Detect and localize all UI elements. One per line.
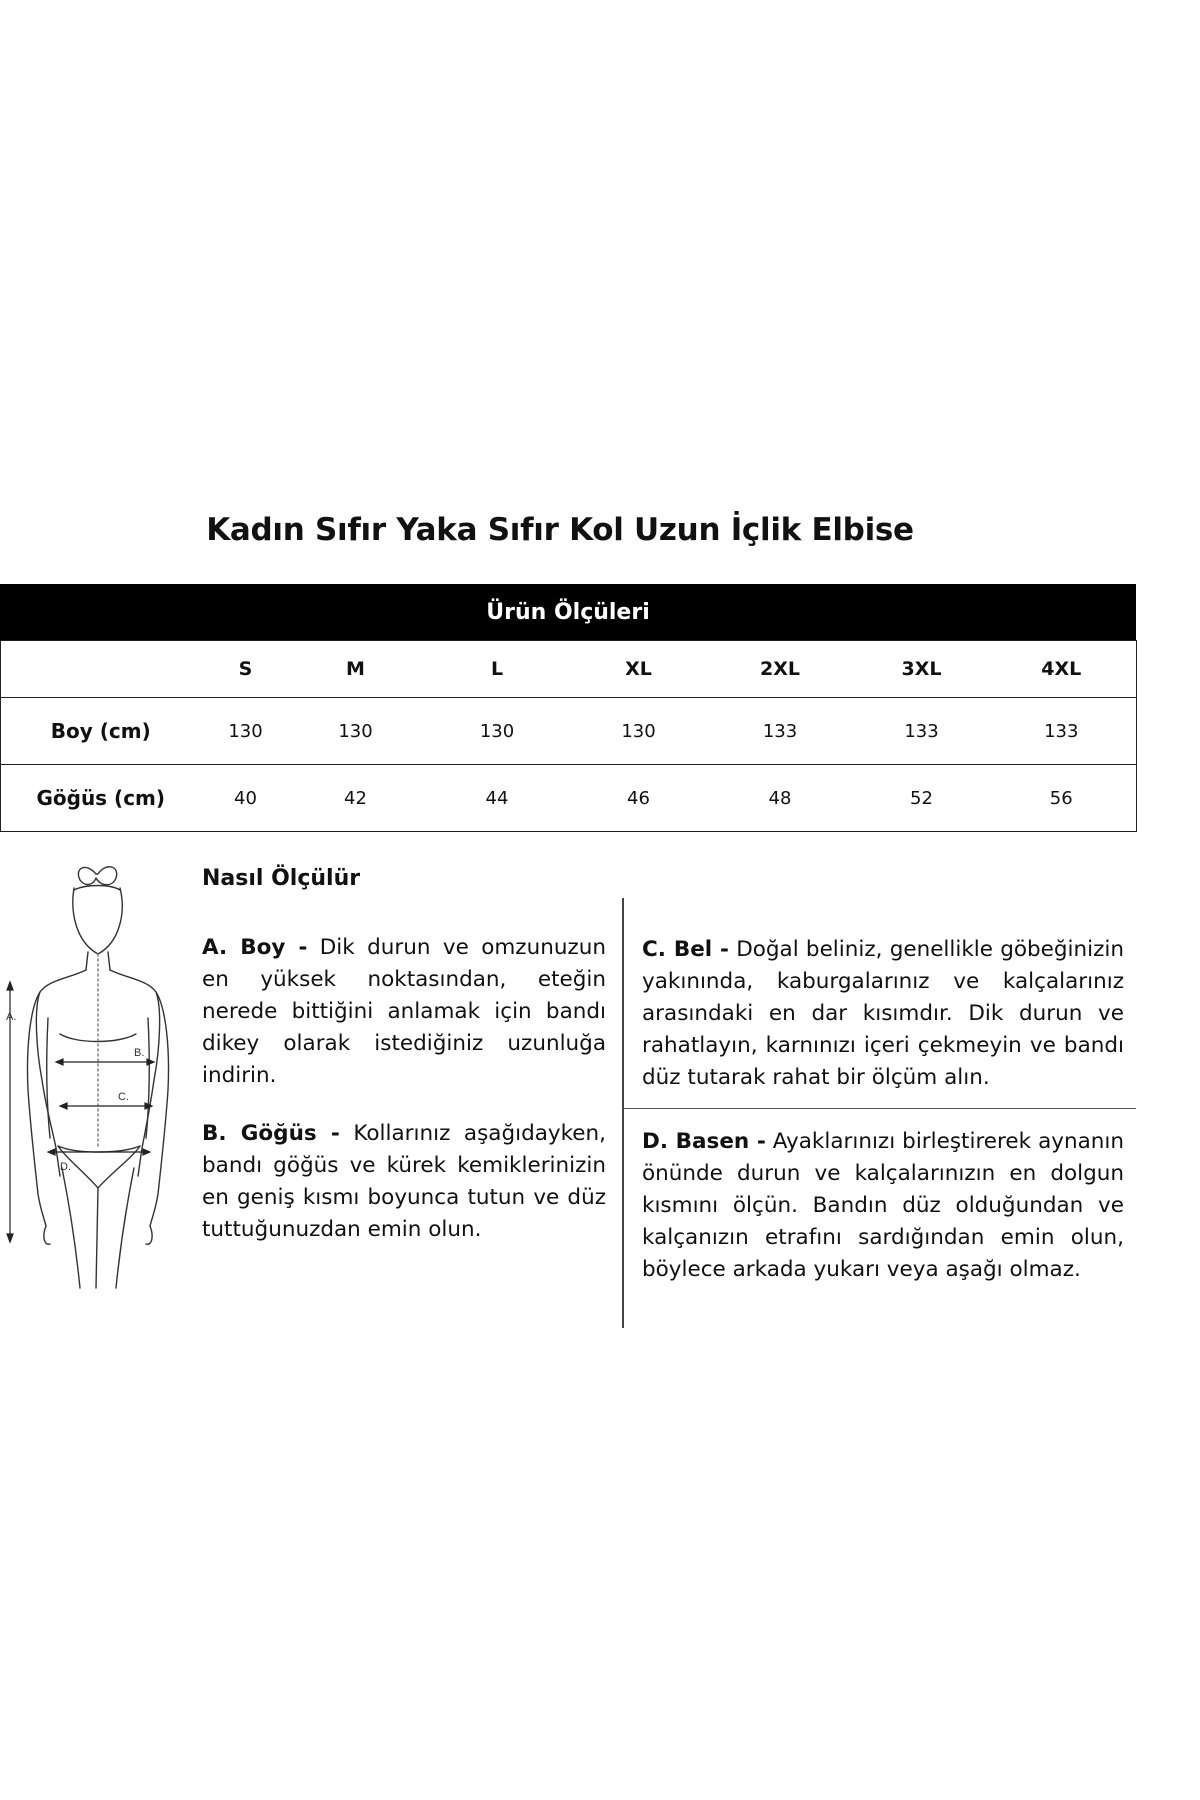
size-header-cell: 4XL: [987, 641, 1137, 698]
label-d: D.: [60, 1161, 71, 1173]
table-cell: 48: [704, 765, 857, 832]
instruction-text: Kollarınız aşağıdayken, bandı göğüs ve kürek kemiklerinizin en geniş kısmı boyunca tutun ve düz tuttuğunuzdan emin olun.: [202, 1121, 606, 1242]
instruction-term: B. Göğüs -: [202, 1121, 340, 1146]
size-header-cell: XL: [574, 641, 704, 698]
table-cell: 56: [987, 765, 1137, 832]
size-header-row: [1, 641, 1137, 698]
size-header-cell: L: [421, 641, 574, 698]
instruction-term: D. Basen -: [642, 1129, 766, 1154]
instruction-boy: [202, 932, 606, 1092]
size-header-cell: 2XL: [704, 641, 857, 698]
table-cell: 130: [201, 698, 291, 765]
table-cell: 133: [857, 698, 987, 765]
instruction-gogus: [202, 1118, 606, 1246]
instruction-basen: [642, 1126, 1124, 1286]
row-label: Boy (cm): [1, 698, 201, 765]
table-cell: 44: [421, 765, 574, 832]
label-a: A.: [6, 1011, 17, 1023]
table-cell: 130: [291, 698, 421, 765]
row-label: Göğüs (cm): [1, 765, 201, 832]
instruction-text: Doğal beliniz, genellikle göbeğinizin yakınında, kaburgalarınız ve kalçalarınız arasındaki en dar kısımdır. Dik durun ve rahatlayın, karnınızı içeri çekmeyin ve bandı düz tutarak rahat bir ölçüm alın.: [642, 937, 1124, 1090]
column-divider: [622, 898, 624, 1328]
instruction-term: C. Bel -: [642, 937, 729, 962]
table-heading: Ürün Ölçüleri: [0, 584, 1136, 640]
table-cell: 52: [857, 765, 987, 832]
torso-outline: [36, 970, 86, 1176]
corner-cell: [1, 641, 201, 698]
label-c: C.: [118, 1091, 129, 1103]
table-cell: 133: [987, 698, 1137, 765]
head: [73, 888, 122, 954]
row-divider: [622, 1108, 1136, 1109]
table-row-boy: [1, 698, 1137, 765]
size-header-cell: 3XL: [857, 641, 987, 698]
howto-title: Nasıl Ölçülür: [202, 866, 361, 891]
size-table: [0, 584, 1136, 832]
instruction-text: Dik durun ve omzunuzun en yüksek noktasından, eteğin nerede bittiğini anlamak için bandı dikey olarak istediğiniz uzunluğa indirin.: [202, 935, 606, 1088]
hair-bow: [78, 867, 116, 885]
table-row-gogus: [1, 765, 1137, 832]
label-b: B.: [134, 1047, 145, 1059]
table-cell: 130: [421, 698, 574, 765]
table-cell: 133: [704, 698, 857, 765]
page-title: Kadın Sıfır Yaka Sıfır Kol Uzun İçlik Elbise: [206, 512, 914, 548]
instruction-term: A. Boy -: [202, 935, 308, 960]
size-header-cell: S: [201, 641, 291, 698]
body-measurement-illustration: [0, 858, 190, 1298]
table-cell: 46: [574, 765, 704, 832]
table-cell: 130: [574, 698, 704, 765]
table-cell: 42: [291, 765, 421, 832]
size-grid: [0, 640, 1137, 832]
table-cell: 40: [201, 765, 291, 832]
instruction-bel: [642, 934, 1124, 1094]
instruction-text: Ayaklarınızı birleştirerek aynanın önünde durun ve kalçalarınızın en dolgun kısmını ölçün. Bandın düz olduğundan ve kalçanızın etrafını sardığından emin olun, böylece arkada yukarı veya aşağı olmaz.: [642, 1129, 1124, 1282]
size-header-cell: M: [291, 641, 421, 698]
